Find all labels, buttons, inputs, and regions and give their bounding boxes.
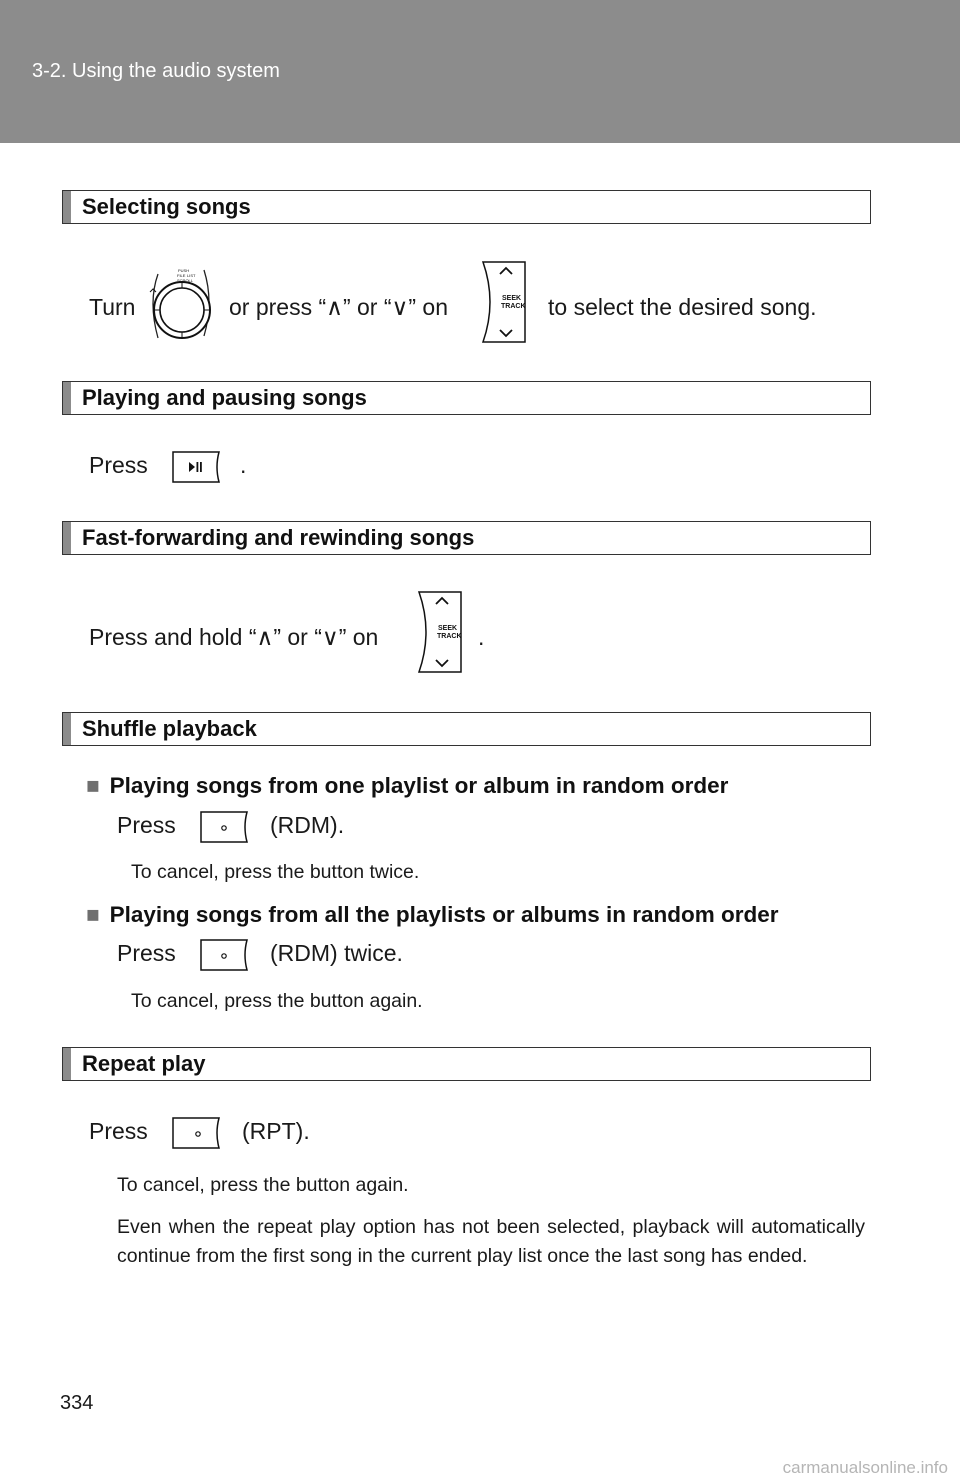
rpt-text: (RPT).	[242, 1118, 310, 1144]
subheading-shuffle-all	[86, 902, 779, 928]
section-fast-forward	[62, 521, 871, 555]
or-press-text: or press “∧” or “∨” on	[229, 294, 448, 320]
section-repeat	[62, 1047, 871, 1081]
repeat-note-paragraph: Even when the repeat play option has not been selected, playback will automatically continue from the first song in the current play list once the last song has ended.	[117, 1216, 865, 1267]
svg-text:LIST: LIST	[187, 273, 196, 278]
section-title-playing: Playing and pausing songs	[82, 385, 367, 410]
svg-text:FILE: FILE	[177, 273, 186, 278]
seek-track-button-icon	[481, 258, 531, 346]
svg-text:SEEK: SEEK	[502, 295, 522, 302]
svg-text:TRACK: TRACK	[501, 303, 526, 310]
section-title-shuffle: Shuffle playback	[82, 716, 257, 741]
tune-knob-icon	[144, 262, 216, 344]
section-selecting-songs	[62, 190, 871, 224]
section-tab	[63, 522, 71, 554]
rdm-button-icon	[199, 937, 251, 973]
press-text: Press	[117, 812, 176, 838]
press-text: Press	[89, 1118, 148, 1144]
watermark: carmanualsonline.info	[782, 1458, 948, 1477]
rdm-twice-text: (RDM) twice.	[270, 940, 403, 966]
subheading-text: Playing songs from all the playlists or albums in random order	[109, 902, 779, 927]
to-select-text: to select the desired song.	[548, 294, 817, 320]
cancel-note: To cancel, press the button again.	[117, 1174, 409, 1196]
press-text: Press	[89, 452, 148, 478]
period-text: .	[478, 624, 485, 650]
rdm-button-icon	[199, 809, 251, 845]
cancel-note: To cancel, press the button again.	[131, 990, 423, 1012]
cancel-note: To cancel, press the button twice.	[131, 861, 420, 883]
section-title-selecting: Selecting songs	[82, 194, 251, 219]
section-tab	[63, 713, 71, 745]
rdm-text: (RDM).	[270, 812, 345, 838]
period-text: .	[240, 452, 247, 478]
section-title-fast: Fast-forwarding and rewinding songs	[82, 525, 475, 550]
subheading-text: Playing songs from one playlist or album in random order	[109, 773, 729, 798]
page-header	[0, 0, 960, 143]
seek-track-button-icon	[417, 588, 467, 676]
section-tab	[63, 382, 71, 414]
bullet-square-icon: ■	[86, 773, 100, 798]
press-hold-text: Press and hold “∧” or “∨” on	[89, 624, 379, 650]
section-tab	[63, 191, 71, 223]
svg-text:SEEK: SEEK	[438, 625, 458, 632]
svg-text:SCROLL: SCROLL	[177, 278, 194, 283]
section-title-repeat: Repeat play	[82, 1051, 206, 1076]
section-playing-pausing	[62, 381, 871, 415]
rpt-button-icon	[171, 1115, 223, 1151]
bullet-square-icon: ■	[86, 902, 100, 927]
svg-text:TRACK: TRACK	[437, 633, 462, 640]
page-number: 334	[60, 1392, 94, 1414]
header-section-title: 3-2. Using the audio system	[32, 60, 280, 82]
svg-text:PUSH: PUSH	[178, 268, 190, 273]
press-text: Press	[117, 940, 176, 966]
play-pause-button-icon	[171, 449, 223, 485]
turn-text: Turn	[89, 294, 136, 320]
subheading-shuffle-one	[86, 773, 728, 799]
section-tab	[63, 1048, 71, 1080]
section-shuffle	[62, 712, 871, 746]
